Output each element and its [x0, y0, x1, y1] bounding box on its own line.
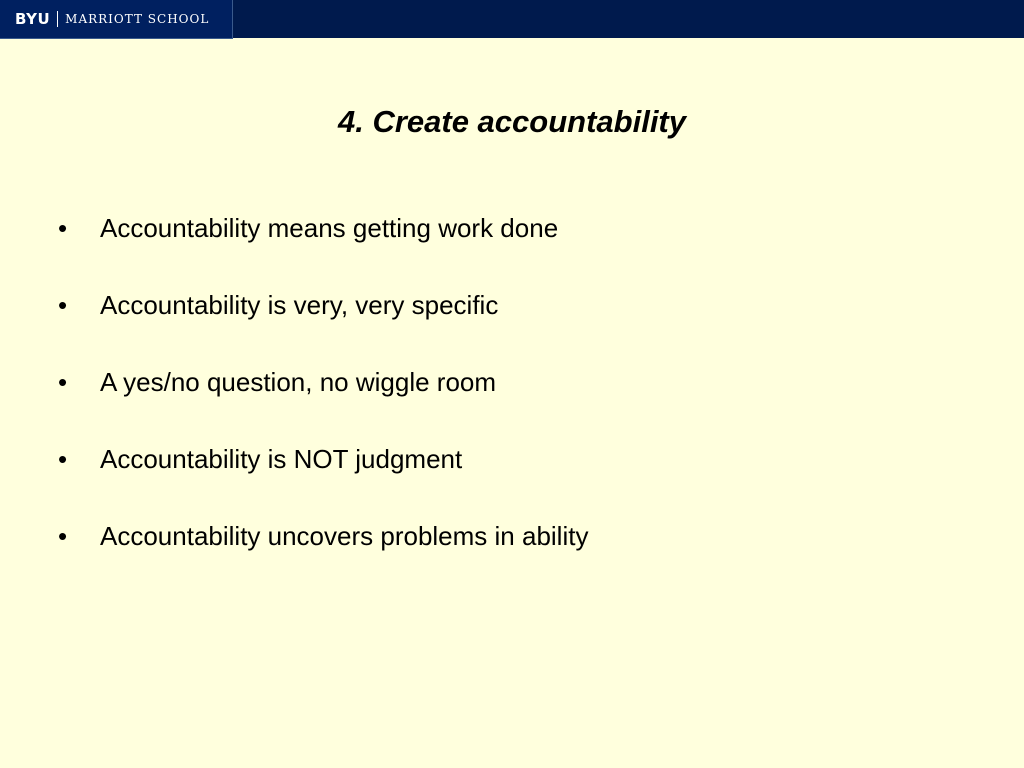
bullet-text: Accountability uncovers problems in ability: [100, 521, 589, 551]
bullet-text: Accountability is NOT judgment: [100, 444, 463, 474]
bullet-marker: •: [58, 213, 68, 243]
logo-byu-text: BYU: [15, 10, 51, 28]
logo-divider: [57, 11, 58, 27]
bullet-text: Accountability is very, very specific: [100, 290, 499, 320]
bullet-item: [58, 444, 588, 521]
bullet-text: A yes/no question, no wiggle room: [100, 367, 497, 397]
bullet-text: Accountability means getting work done: [100, 213, 559, 243]
bullet-item: [58, 213, 588, 290]
bullet-item: [58, 521, 588, 598]
bullet-marker: •: [58, 367, 68, 397]
bullet-item: [58, 290, 588, 367]
slide-title: 4. Create accountability: [337, 104, 686, 139]
bullet-marker: •: [58, 290, 68, 320]
logo-school-text: MARRIOTT SCHOOL: [65, 12, 210, 26]
bullet-marker: •: [58, 521, 68, 551]
byu-marriott-logo: [0, 0, 233, 39]
bullet-marker: •: [58, 444, 68, 474]
bullet-item: [58, 367, 588, 444]
bullet-list: [58, 213, 588, 598]
